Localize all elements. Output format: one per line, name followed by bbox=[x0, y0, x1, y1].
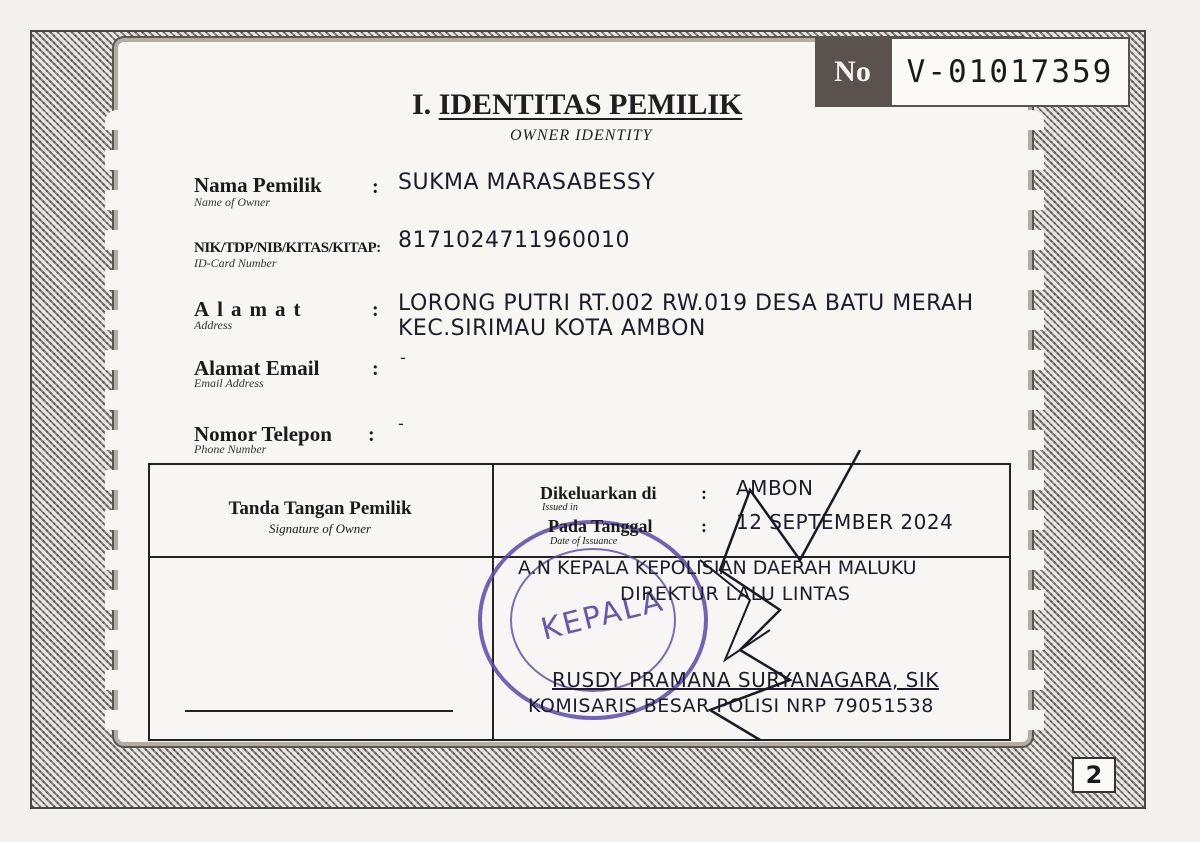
serial-no-label: No bbox=[815, 37, 890, 107]
owner-name-label-en: Name of Owner bbox=[194, 195, 270, 209]
colon: : bbox=[368, 424, 375, 446]
phone-label: Nomor Telepon bbox=[194, 422, 332, 446]
authority-line2: DIREKTUR LALU LINTAS bbox=[620, 583, 851, 605]
stamp-text: KEPALA bbox=[537, 583, 668, 648]
colon: : bbox=[701, 483, 707, 503]
address-label-en: Address bbox=[194, 318, 233, 332]
section-title bbox=[412, 88, 742, 122]
owner-name-value: SUKMA MARASABESSY bbox=[398, 170, 656, 195]
page-number: 2 bbox=[1072, 757, 1116, 793]
issued-at-value: AMBON bbox=[736, 476, 814, 500]
official-signature bbox=[680, 450, 880, 750]
email-value: - bbox=[400, 348, 407, 367]
official-name: RUSDY PRAMANA SURYANAGARA, SIK bbox=[552, 668, 939, 692]
serial-number: V-01017359 bbox=[890, 37, 1130, 107]
section-title-text: IDENTITAS PEMILIK bbox=[438, 88, 743, 121]
colon: : bbox=[372, 358, 379, 380]
email-label: Alamat Email bbox=[194, 356, 320, 380]
phone-value: - bbox=[398, 414, 405, 433]
section-number: I. bbox=[412, 88, 432, 121]
address-value-line1: LORONG PUTRI RT.002 RW.019 DESA BATU MERAH bbox=[398, 291, 974, 316]
colon: : bbox=[372, 299, 379, 321]
email-label-en: Email Address bbox=[194, 376, 264, 390]
issued-at-label-en: Issued in bbox=[542, 502, 578, 513]
date-label-en: Date of Issuance bbox=[550, 536, 618, 547]
id-number-value: 8171024711960010 bbox=[398, 228, 630, 253]
issued-at-label: Dikeluarkan di bbox=[540, 483, 657, 503]
address-value-line2: KEC.SIRIMAU KOTA AMBON bbox=[398, 316, 706, 341]
id-number-label: NIK/TDP/NIB/KITAS/KITAP: bbox=[194, 240, 381, 256]
owner-signature-line bbox=[185, 710, 453, 712]
date-label: Pada Tanggal bbox=[548, 516, 653, 536]
colon: : bbox=[372, 176, 379, 198]
owner-signature-label: Tanda Tangan Pemilik bbox=[228, 498, 412, 519]
scallop-border-left bbox=[105, 110, 131, 750]
authority-line1: A.N KEPALA KEPOLISIAN DAERAH MALUKU bbox=[518, 557, 917, 579]
date-value: 12 SEPTEMBER 2024 bbox=[736, 510, 954, 534]
section-subtitle: OWNER IDENTITY bbox=[510, 127, 653, 144]
id-number-label-en: ID-Card Number bbox=[194, 256, 277, 270]
scallop-border-right bbox=[1018, 110, 1044, 750]
owner-signature-label-en: Signature of Owner bbox=[268, 521, 372, 536]
phone-label-en: Phone Number bbox=[194, 442, 267, 456]
owner-name-label: Nama Pemilik bbox=[194, 173, 322, 197]
official-rank: KOMISARIS BESAR POLISI NRP 79051538 bbox=[528, 695, 934, 717]
address-label: Alamat bbox=[194, 297, 309, 321]
colon: : bbox=[701, 516, 707, 536]
